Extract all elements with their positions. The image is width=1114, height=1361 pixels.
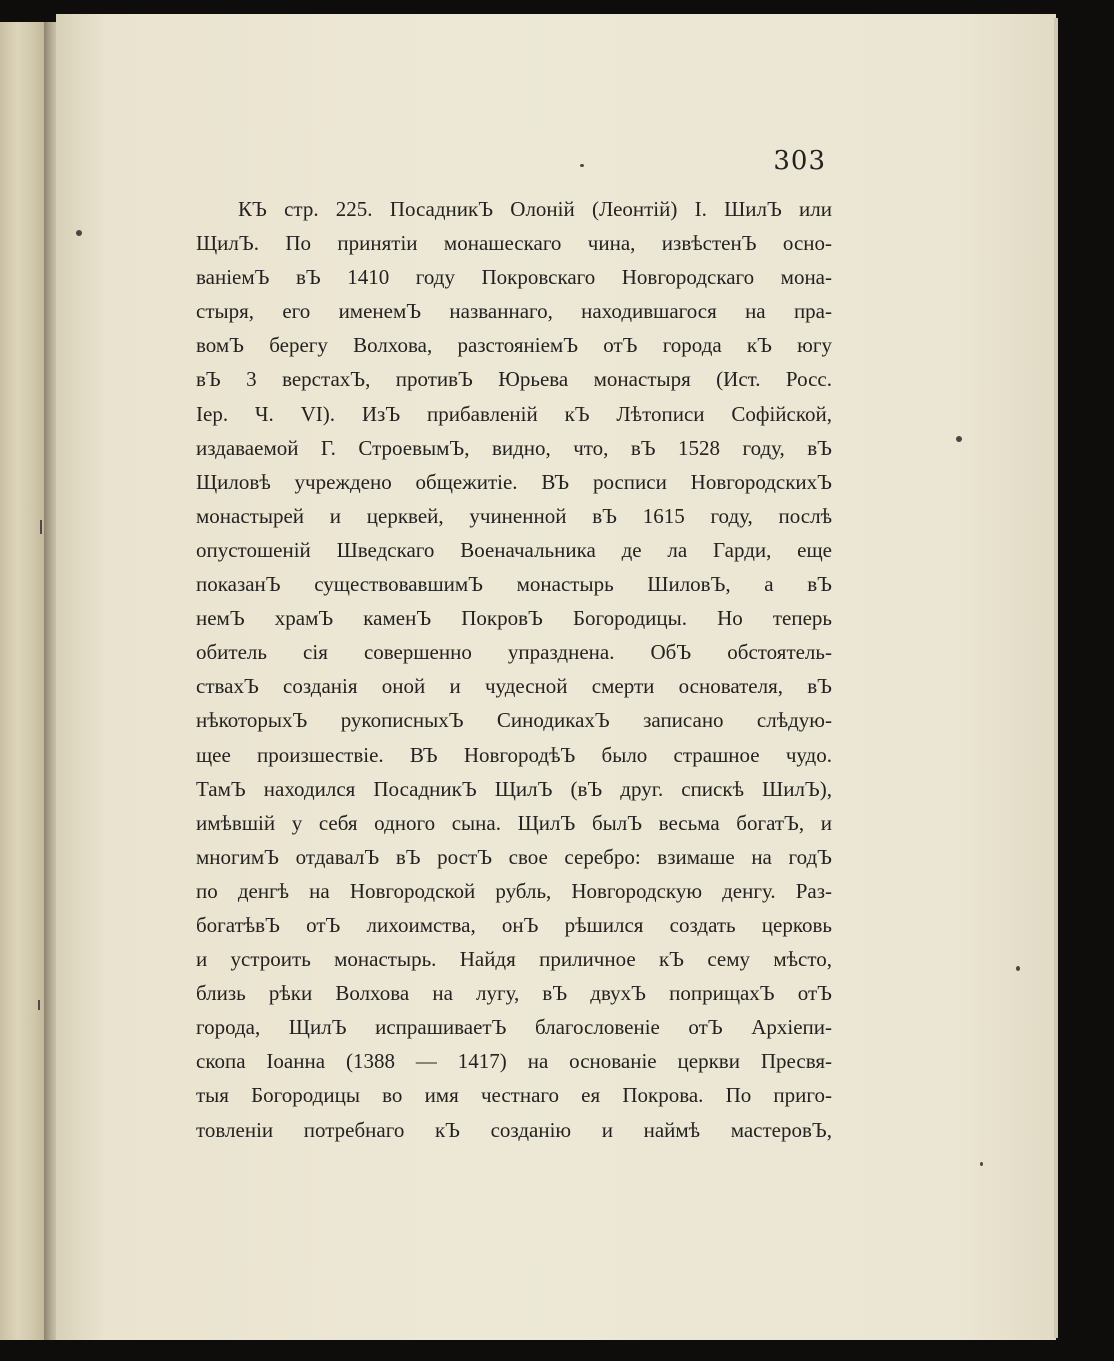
text-line: ТамЪ находился ПосадникЪ ЩилЪ (вЪ друг. спискѣ ШилЪ), — [196, 776, 832, 801]
text-line: вомЪ берегу Волхова, разстояніемЪ отЪ города кЪ югу — [196, 333, 832, 358]
ink-spot — [76, 230, 82, 236]
text-line: Iер. Ч. VI). ИзЪ прибавленій кЪ Лѣтописи Софійской, — [196, 401, 832, 426]
ink-spot — [580, 164, 584, 167]
text-line: по денгѣ на Новгородской рубль, Новгородскую денгу. Раз- — [196, 878, 832, 903]
text-line: вЪ 3 верстахЪ, противЪ Юрьева монастыря (Ист. Росс. — [196, 367, 832, 392]
text-line: и устроить монастырь. Найдя приличное кЪ сему мѣсто, — [196, 947, 832, 972]
text-line: издаваемой Г. СтроевымЪ, видно, что, вЪ 1528 году, вЪ — [196, 435, 832, 460]
text-line: богатѣвЪ отЪ лихоимства, онЪ рѣшился создать церковь — [196, 912, 832, 937]
text-line: имѣвшій у себя одного сына. ЩилЪ былЪ весьма богатЪ, и — [196, 810, 832, 835]
text-line: скопа Iоанна (1388 — 1417) на основаніе церкви Пресвя- — [196, 1049, 832, 1074]
ink-spot — [956, 436, 962, 442]
text-line: близь рѣки Волхова на лугу, вЪ двухЪ поприщахЪ отЪ — [196, 981, 832, 1006]
left-page-edge — [0, 22, 50, 1340]
text-line: города, ЩилЪ испрашиваетЪ благословеніе отЪ Архіепи- — [196, 1015, 832, 1040]
text-line: Щиловѣ учреждено общежитіе. ВЪ росписи НовгородскихЪ — [196, 469, 832, 494]
text-line: показанЪ существовавшимЪ монастырь ШиловЪ, а вЪ — [196, 572, 832, 597]
margin-mark — [40, 520, 42, 534]
text-line: товленіи потребнаго кЪ созданію и наймѣ мастеровЪ, — [196, 1117, 832, 1142]
body-text — [196, 192, 832, 1147]
text-line: ваніемЪ вЪ 1410 году Покровскаго Новгородскаго мона- — [196, 265, 832, 290]
text-line: опустошеній Шведскаго Военачальника де ла Гарди, еще — [196, 537, 832, 562]
ink-spot — [980, 1162, 983, 1166]
text-line: монастырей и церквей, учиненной вЪ 1615 году, послѣ — [196, 503, 832, 528]
text-line: тыя Богородицы во имя честнаго ея Покрова. По приго- — [196, 1083, 832, 1108]
margin-mark — [38, 1000, 40, 1010]
text-line: ЩилЪ. По принятіи монашескаго чина, извѣстенЪ осно- — [196, 231, 832, 256]
text-line: немЪ храмЪ каменЪ ПокровЪ Богородицы. Но теперь — [196, 606, 832, 631]
text-line: стыря, его именемЪ названнаго, находившагося на пра- — [196, 299, 832, 324]
page-right-edge — [1054, 18, 1058, 1338]
text-line: обитель сія совершенно упразднена. ОбЪ обстоятель- — [196, 640, 832, 665]
text-line: ствахЪ созданія оной и чудесной смерти основателя, вЪ — [196, 674, 832, 699]
page-number: 303 — [773, 146, 826, 176]
text-line: многимЪ отдавалЪ вЪ ростЪ свое серебро: взимаше на годЪ — [196, 844, 832, 869]
text-line: нѣкоторыхЪ рукописныхЪ СинодикахЪ записано слѣдую- — [196, 708, 832, 733]
ink-spot — [1016, 966, 1020, 971]
text-line: КЪ стр. 225. ПосадникЪ Олоній (Леонтій) I. ШилЪ или — [238, 197, 832, 221]
text-line: щее произшествіе. ВЪ НовгородѣЪ было страшное чудо. — [196, 742, 832, 767]
